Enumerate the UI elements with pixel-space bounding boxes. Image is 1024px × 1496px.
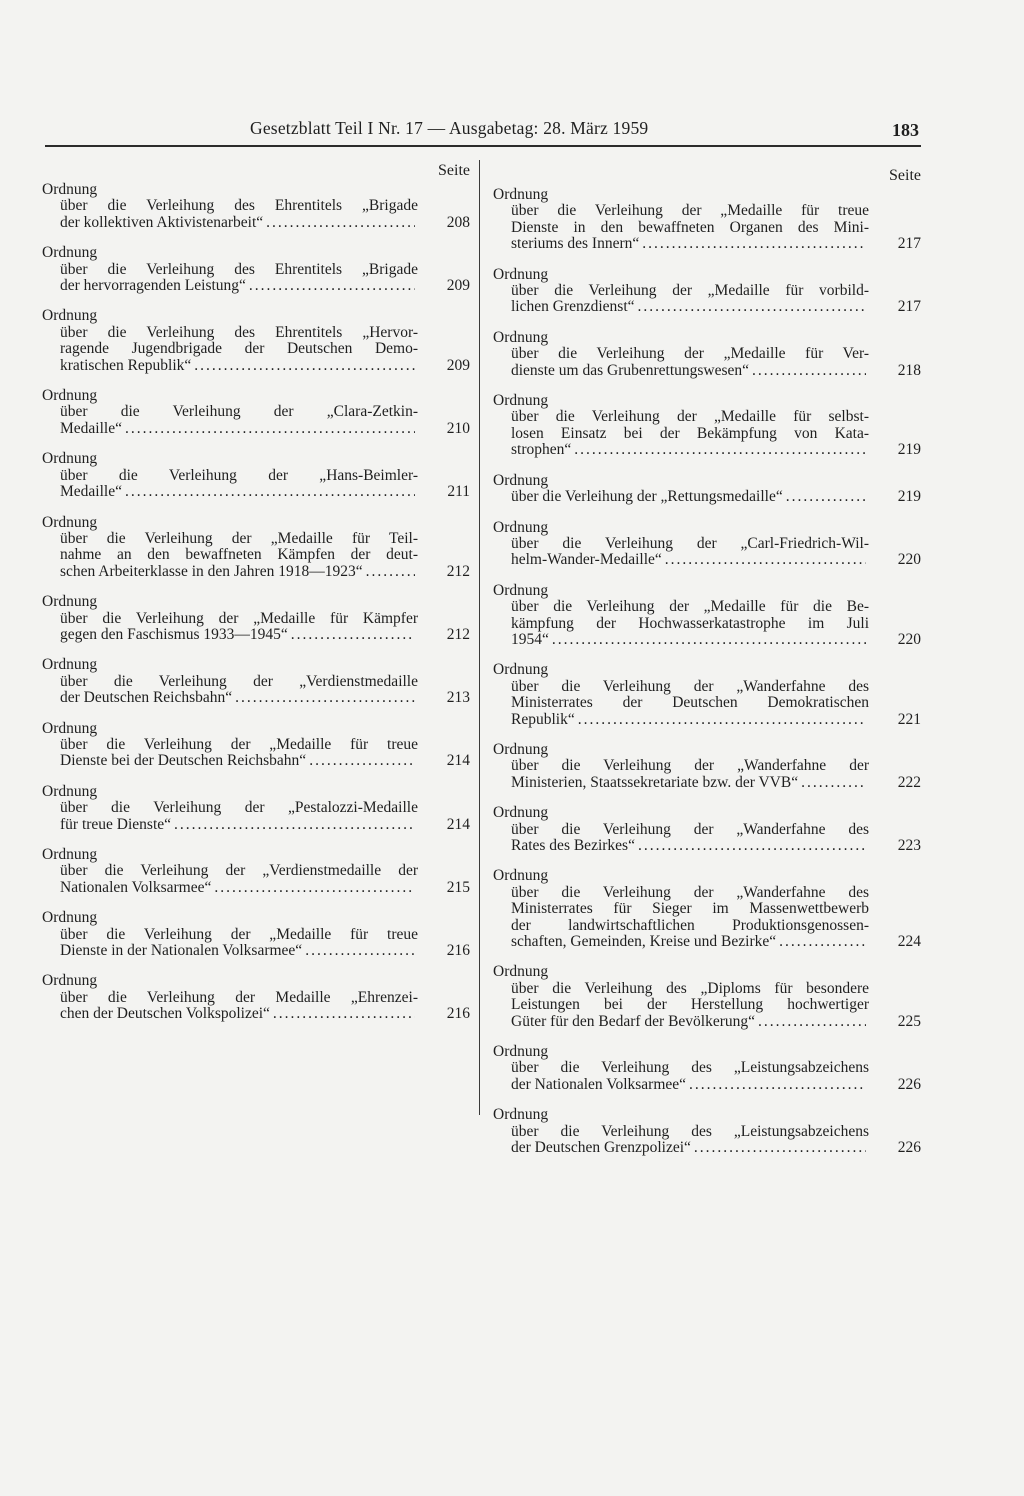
entry-last-line bbox=[493, 934, 921, 950]
entry-line-text: über die Verleihung der „Clara-Zetkin- bbox=[60, 403, 418, 421]
entry-kind: Ordnung bbox=[42, 593, 98, 611]
toc-entry bbox=[42, 388, 470, 437]
entry-kind: Ordnung bbox=[42, 972, 98, 990]
dot-leader bbox=[638, 838, 866, 854]
entry-last-text: Medaille“ bbox=[60, 483, 122, 501]
toc-entry bbox=[42, 657, 470, 706]
dot-leader bbox=[194, 358, 415, 374]
dot-leader bbox=[665, 552, 866, 568]
entry-last-line bbox=[42, 484, 470, 500]
left-column bbox=[42, 162, 470, 1037]
entry-last-text: steriums des Innern“ bbox=[511, 235, 640, 253]
dot-leader bbox=[249, 278, 415, 294]
entry-kind: Ordnung bbox=[493, 804, 549, 822]
entry-page-number: 208 bbox=[446, 213, 470, 231]
entry-last-text: 1954“ bbox=[511, 630, 549, 648]
entry-line bbox=[493, 1124, 921, 1140]
entry-line-text: über die Verleihung der „Medaille für Kämpfer bbox=[60, 609, 418, 627]
header-rule bbox=[45, 145, 921, 147]
entry-line-text: über die Verleihung der „Medaille für treue bbox=[511, 202, 869, 220]
entry-last-text: der Nationalen Volksarmee“ bbox=[511, 1075, 687, 1093]
entry-kind: Ordnung bbox=[42, 656, 98, 674]
entry-line-text: Ministerrates für Sieger im Massenwettbewerb bbox=[511, 900, 869, 918]
entry-last-line bbox=[42, 817, 470, 833]
toc-entry bbox=[493, 1107, 921, 1156]
entry-kind: Ordnung bbox=[493, 867, 549, 885]
entry-kind: Ordnung bbox=[42, 450, 98, 468]
entry-line-text: über die Verleihung der „Medaille für Ver- bbox=[511, 345, 869, 363]
entry-kind: Ordnung bbox=[42, 782, 98, 800]
entry-page-number: 211 bbox=[447, 483, 470, 501]
entry-line bbox=[42, 927, 470, 943]
entry-line bbox=[42, 547, 470, 563]
entry-kind: Ordnung bbox=[493, 581, 549, 599]
entry-line-text: über die Verleihung der „Hans-Beimler- bbox=[60, 466, 418, 484]
toc-entry bbox=[493, 964, 921, 1030]
entry-last-text: der hervorragenden Leistung“ bbox=[60, 277, 246, 295]
entry-last-line bbox=[493, 442, 921, 458]
toc-entry bbox=[42, 308, 470, 374]
entry-kind: Ordnung bbox=[493, 1106, 549, 1124]
entry-page-number: 209 bbox=[446, 277, 470, 295]
entry-last-text: über die Verleihung der „Rettungsmedaille“ bbox=[511, 488, 783, 506]
toc-entry bbox=[42, 245, 470, 294]
toc-entry bbox=[493, 520, 921, 569]
entry-line-text: der landwirtschaftlichen Produktionsgenossen- bbox=[511, 916, 869, 934]
entry-last-text: dienste um das Grubenrettungswesen“ bbox=[511, 361, 750, 379]
entry-last-line bbox=[493, 712, 921, 728]
entry-line-text: über die Verleihung der „Wanderfahne der bbox=[511, 757, 869, 775]
entry-last-text: der kollektiven Aktivistenarbeit“ bbox=[60, 213, 264, 231]
dot-leader bbox=[786, 489, 866, 505]
entry-line-text: über die Verleihung der „Medaille für vorbild- bbox=[511, 282, 869, 300]
entry-line-text: losen Einsatz bei der Bekämpfung von Kata- bbox=[511, 424, 869, 442]
dot-leader bbox=[291, 627, 415, 643]
entry-kind: Ordnung bbox=[493, 265, 549, 283]
entry-page-number: 217 bbox=[897, 235, 921, 253]
entry-last-text: schen Arbeiterklasse in den Jahren 1918—1923“ bbox=[60, 562, 363, 580]
dot-leader bbox=[309, 753, 415, 769]
toc-entry bbox=[493, 742, 921, 791]
entry-kind: Ordnung bbox=[493, 186, 549, 203]
entry-last-text: der Deutschen Grenzpolizei“ bbox=[511, 1139, 691, 1157]
entry-line-text: über die Verleihung der „Wanderfahne des bbox=[511, 820, 869, 838]
entry-page-number: 219 bbox=[897, 488, 921, 506]
toc-entry bbox=[493, 868, 921, 950]
entry-line bbox=[42, 341, 470, 357]
entry-kind: Ordnung bbox=[493, 328, 549, 346]
dot-leader bbox=[552, 632, 866, 648]
seite-label-left: Seite bbox=[438, 162, 470, 179]
entry-line bbox=[42, 737, 470, 753]
entry-last-line bbox=[42, 421, 470, 437]
entry-line bbox=[493, 695, 921, 711]
entry-line bbox=[493, 997, 921, 1013]
page-number: 183 bbox=[892, 120, 919, 140]
entry-last-text: Dienste bei der Deutschen Reichsbahn“ bbox=[60, 752, 307, 770]
entry-kind: Ordnung bbox=[493, 963, 549, 981]
entry-line-text: ragende Jugendbrigade der Deutschen Demo- bbox=[60, 340, 418, 358]
entry-last-line bbox=[42, 943, 470, 959]
entry-last-text: lichen Grenzdienst“ bbox=[511, 298, 635, 316]
entry-page-number: 212 bbox=[446, 562, 470, 580]
entry-kind: Ordnung bbox=[42, 719, 98, 737]
entry-line bbox=[42, 262, 470, 278]
entry-page-number: 216 bbox=[446, 1005, 470, 1023]
dot-leader bbox=[235, 690, 415, 706]
dot-leader bbox=[642, 236, 866, 252]
entry-line bbox=[42, 468, 470, 484]
entry-last-line bbox=[493, 632, 921, 648]
entry-page-number: 221 bbox=[897, 710, 921, 728]
entry-last-text: der Deutschen Reichsbahn“ bbox=[60, 689, 233, 707]
entry-line-text: über die Verleihung des Ehrentitels „Hervor- bbox=[60, 323, 418, 341]
entry-line bbox=[493, 885, 921, 901]
entry-line bbox=[493, 758, 921, 774]
dot-leader bbox=[779, 934, 866, 950]
entry-kind: Ordnung bbox=[42, 387, 98, 405]
entry-line bbox=[42, 800, 470, 816]
toc-entry bbox=[493, 393, 921, 459]
dot-leader bbox=[174, 817, 415, 833]
entry-line bbox=[493, 409, 921, 425]
entry-line bbox=[493, 203, 921, 219]
entry-last-line bbox=[42, 358, 470, 374]
entry-last-line bbox=[493, 299, 921, 315]
toc-entry bbox=[42, 182, 470, 231]
toc-entry bbox=[493, 662, 921, 728]
entry-last-text: kratischen Republik“ bbox=[60, 356, 192, 374]
entry-line bbox=[42, 198, 470, 214]
entry-line bbox=[493, 283, 921, 299]
entry-line bbox=[493, 346, 921, 362]
entry-page-number: 210 bbox=[446, 419, 470, 437]
entry-kind: Ordnung bbox=[42, 307, 98, 325]
entry-line bbox=[493, 426, 921, 442]
entry-last-line bbox=[42, 278, 470, 294]
page-header bbox=[45, 118, 921, 148]
entry-kind: Ordnung bbox=[493, 661, 549, 679]
entry-line bbox=[493, 822, 921, 838]
toc-entry bbox=[42, 515, 470, 581]
toc-entry bbox=[42, 721, 470, 770]
entry-line bbox=[493, 616, 921, 632]
entry-line bbox=[42, 325, 470, 341]
entry-last-line bbox=[42, 880, 470, 896]
entry-page-number: 225 bbox=[897, 1012, 921, 1030]
toc-entry bbox=[493, 805, 921, 854]
entry-line bbox=[42, 674, 470, 690]
entry-page-number: 220 bbox=[897, 551, 921, 569]
entry-line-text: über die Verleihung des „Leistungsabzeichens bbox=[511, 1122, 869, 1140]
toc-entry bbox=[493, 187, 921, 253]
entry-page-number: 217 bbox=[897, 298, 921, 316]
entry-last-line bbox=[493, 775, 921, 791]
entry-line-text: über die Verleihung der „Wanderfahne des bbox=[511, 677, 869, 695]
entry-line bbox=[493, 901, 921, 917]
entry-last-line bbox=[42, 564, 470, 580]
entry-line bbox=[493, 536, 921, 552]
dot-leader bbox=[758, 1014, 866, 1030]
entry-line-text: nahme an den bewaffneten Kämpfen der deut- bbox=[60, 546, 418, 564]
toc-entry bbox=[42, 784, 470, 833]
column-divider bbox=[479, 160, 480, 1115]
dot-leader bbox=[752, 363, 866, 379]
entry-line bbox=[493, 679, 921, 695]
entry-last-text: Güter für den Bedarf der Bevölkerung“ bbox=[511, 1012, 756, 1030]
entry-line bbox=[42, 404, 470, 420]
entry-line-text: über die Verleihung der „Wanderfahne des bbox=[511, 883, 869, 901]
entry-line-text: über die Verleihung der „Pestalozzi-Medaille bbox=[60, 799, 418, 817]
dot-leader bbox=[574, 442, 866, 458]
entry-last-text: Nationalen Volksarmee“ bbox=[60, 878, 212, 896]
right-entries bbox=[493, 187, 921, 1157]
entry-last-line bbox=[493, 1077, 921, 1093]
entry-last-text: gegen den Faschismus 1933—1945“ bbox=[60, 625, 288, 643]
entry-last-text: schaften, Gemeinden, Kreise und Bezirke“ bbox=[511, 933, 777, 951]
entry-kind: Ordnung bbox=[493, 1043, 549, 1061]
entry-kind: Ordnung bbox=[493, 392, 549, 410]
entry-line bbox=[493, 981, 921, 997]
entry-last-line bbox=[42, 215, 470, 231]
entry-last-text: Medaille“ bbox=[60, 419, 122, 437]
dot-leader bbox=[638, 299, 866, 315]
entry-line-text: über die Verleihung der „Medaille für selbst- bbox=[511, 408, 869, 426]
entry-page-number: 222 bbox=[897, 773, 921, 791]
entry-last-line bbox=[493, 363, 921, 379]
entry-line bbox=[42, 863, 470, 879]
entry-line-text: über die Verleihung der Medaille „Ehrenzei- bbox=[60, 988, 418, 1006]
entry-last-text: helm-Wander-Medaille“ bbox=[511, 551, 662, 569]
entry-page-number: 220 bbox=[897, 630, 921, 648]
dot-leader bbox=[125, 421, 415, 437]
toc-entry bbox=[493, 1044, 921, 1093]
entry-last-text: Republik“ bbox=[511, 710, 575, 728]
entry-line-text: über die Verleihung der „Medaille für treue bbox=[60, 735, 418, 753]
entry-last-line bbox=[493, 1140, 921, 1156]
entry-page-number: 213 bbox=[446, 689, 470, 707]
dot-leader bbox=[273, 1006, 415, 1022]
toc-entry bbox=[42, 451, 470, 500]
entry-last-line bbox=[42, 627, 470, 643]
entry-page-number: 215 bbox=[446, 878, 470, 896]
entry-line-text: kämpfung der Hochwasserkatastrophe im Juli bbox=[511, 614, 869, 632]
entry-line-text: über die Verleihung der „Verdienstmedaille bbox=[60, 672, 418, 690]
entry-last-text: für treue Dienste“ bbox=[60, 815, 172, 833]
entry-page-number: 226 bbox=[897, 1075, 921, 1093]
entry-kind: Ordnung bbox=[42, 513, 98, 531]
entry-last-text: Dienste in der Nationalen Volksarmee“ bbox=[60, 942, 303, 960]
entry-line bbox=[493, 220, 921, 236]
entry-line-text: über die Verleihung der „Medaille für treue bbox=[60, 925, 418, 943]
right-column bbox=[493, 167, 921, 1171]
entry-line-text: Ministerrates der Deutschen Demokratischen bbox=[511, 694, 869, 712]
left-entries bbox=[42, 182, 470, 1023]
entry-page-number: 218 bbox=[897, 361, 921, 379]
entry-line-text: über die Verleihung der „Carl-Friedrich-Wil- bbox=[511, 534, 869, 552]
entry-line bbox=[493, 599, 921, 615]
entry-kind: Ordnung bbox=[493, 471, 549, 489]
entry-kind: Ordnung bbox=[42, 181, 98, 198]
toc-entry bbox=[42, 594, 470, 643]
entry-line bbox=[42, 611, 470, 627]
entry-line-text: über die Verleihung der „Verdienstmedaille der bbox=[60, 862, 418, 880]
entry-last-line bbox=[493, 1014, 921, 1030]
entry-last-line bbox=[493, 552, 921, 568]
entry-line-text: über die Verleihung des „Leistungsabzeichens bbox=[511, 1059, 869, 1077]
entry-line-text: Leistungen bei der Herstellung hochwertiger bbox=[511, 996, 869, 1014]
entry-kind: Ordnung bbox=[42, 909, 98, 927]
entry-last-text: Rates des Bezirkes“ bbox=[511, 837, 635, 854]
entry-kind: Ordnung bbox=[42, 244, 98, 262]
entry-page-number: 214 bbox=[446, 815, 470, 833]
entry-page-number: 209 bbox=[446, 356, 470, 374]
entry-last-text: Ministerien, Staatssekretariate bzw. der VVB“ bbox=[511, 773, 799, 791]
entry-line bbox=[493, 1060, 921, 1076]
dot-leader bbox=[266, 215, 415, 231]
entry-line-text: über die Verleihung des Ehrentitels „Brigade bbox=[60, 197, 418, 215]
toc-entry bbox=[493, 267, 921, 316]
dot-leader bbox=[125, 484, 415, 500]
entry-last-line bbox=[493, 489, 921, 505]
dot-leader bbox=[305, 943, 415, 959]
toc-entry bbox=[493, 473, 921, 506]
toc-entry bbox=[42, 973, 470, 1022]
dot-leader bbox=[689, 1077, 866, 1093]
entry-page-number: 216 bbox=[446, 942, 470, 960]
entry-line-text: über die Verleihung der „Medaille für die Be- bbox=[511, 598, 869, 616]
entry-page-number: 214 bbox=[446, 752, 470, 770]
entry-page-number: 226 bbox=[897, 1139, 921, 1157]
entry-last-text: strophen“ bbox=[511, 441, 572, 459]
dot-leader bbox=[694, 1140, 866, 1156]
entry-last-line bbox=[493, 236, 921, 252]
toc-entry bbox=[42, 910, 470, 959]
toc-entry bbox=[493, 583, 921, 649]
entry-kind: Ordnung bbox=[493, 518, 549, 536]
entry-line-text: über die Verleihung des „Diploms für besondere bbox=[511, 979, 869, 997]
entry-last-text: chen der Deutschen Volkspolizei“ bbox=[60, 1005, 270, 1023]
entry-kind: Ordnung bbox=[42, 846, 98, 863]
dot-leader bbox=[578, 712, 866, 728]
entry-page-number: 219 bbox=[897, 441, 921, 459]
entry-line bbox=[42, 990, 470, 1006]
entry-line-text: Dienste in den bewaffneten Organen des Mini- bbox=[511, 218, 869, 236]
entry-last-line bbox=[42, 753, 470, 769]
entry-line-text: über die Verleihung der „Medaille für Teil- bbox=[60, 529, 418, 547]
seite-label-right: Seite bbox=[889, 167, 921, 184]
header-title: Gesetzblatt Teil I Nr. 17 — Ausgabetag: 28. März 1959 bbox=[250, 118, 649, 138]
toc-entry bbox=[42, 847, 470, 896]
dot-leader bbox=[366, 564, 415, 580]
dot-leader bbox=[214, 880, 415, 896]
entry-page-number: 224 bbox=[897, 933, 921, 951]
toc-entry bbox=[493, 330, 921, 379]
entry-line-text: über die Verleihung des Ehrentitels „Brigade bbox=[60, 260, 418, 278]
dot-leader bbox=[801, 775, 866, 791]
entry-line bbox=[42, 531, 470, 547]
entry-page-number: 223 bbox=[897, 837, 921, 854]
entry-last-line bbox=[493, 838, 921, 854]
entry-last-line bbox=[42, 690, 470, 706]
entry-last-line bbox=[42, 1006, 470, 1022]
entry-kind: Ordnung bbox=[493, 740, 549, 758]
entry-line bbox=[493, 918, 921, 934]
entry-page-number: 212 bbox=[446, 625, 470, 643]
